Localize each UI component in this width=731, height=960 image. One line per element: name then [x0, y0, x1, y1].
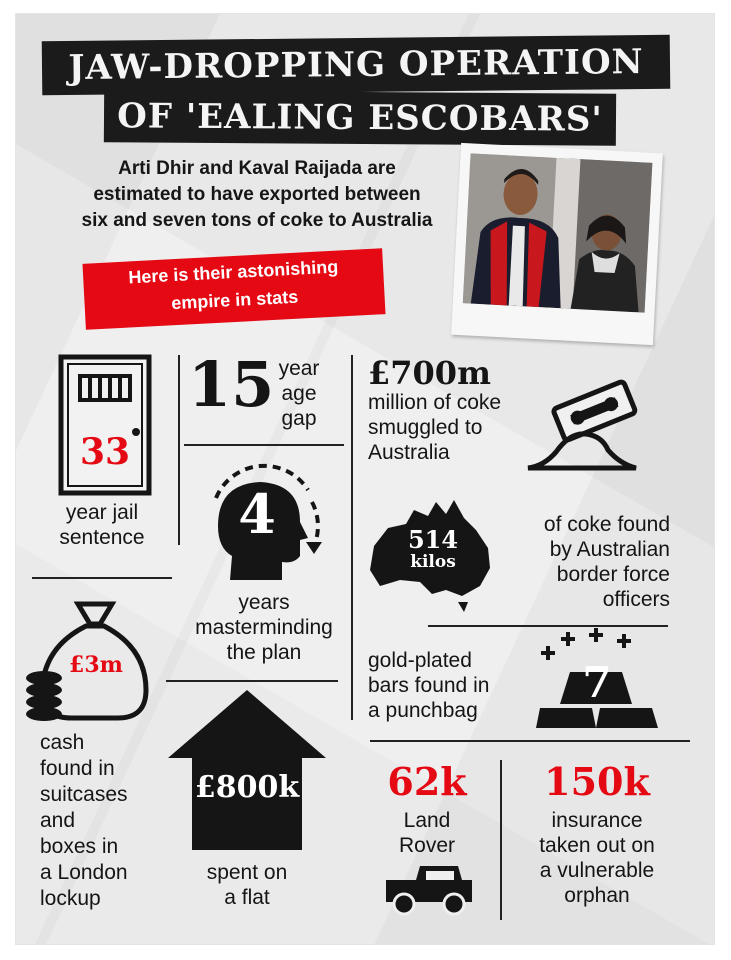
- kilos-label-line-2: by Australian: [549, 538, 670, 561]
- title-line-1: JAW-DROPPING OPERATION: [42, 35, 671, 96]
- cash-label-line-2: found in: [40, 757, 115, 780]
- insurance-label-line-3: a vulnerable: [539, 859, 655, 882]
- coke-value-label-line-3: Australia: [368, 441, 450, 464]
- gold-value-display: 7: [582, 658, 612, 707]
- title-line-2: OF 'EALING ESCOBARS': [104, 90, 616, 146]
- age-gap-label-line-1: year: [278, 357, 320, 380]
- divider-vertical-bottom: [500, 760, 502, 920]
- kilos-label-line-4: officers: [602, 588, 670, 611]
- coke-value-label-line-2: smuggled to: [368, 416, 483, 439]
- gold-label-line-1: gold-plated: [368, 649, 472, 672]
- divider-horizontal-bottom: [370, 740, 690, 742]
- masterminding-label: [174, 590, 354, 665]
- jail-value: 33: [79, 431, 131, 473]
- land-rover-label-line-2: Rover: [398, 834, 456, 857]
- cash-label-line-4: and: [40, 809, 76, 832]
- cash-label-line-1: cash: [40, 731, 85, 754]
- cash-label-line-3: suitcases: [40, 783, 128, 806]
- insurance-value: 150k: [544, 759, 650, 804]
- defendants-photo: [463, 153, 653, 312]
- cash-label-line-5: boxes in: [40, 835, 119, 858]
- land-rover-value: 62k: [387, 759, 467, 804]
- kilos-label-line-3: border force: [556, 563, 670, 586]
- insurance-label: [510, 808, 684, 908]
- callout-line-1: Here is their astonishing: [127, 256, 339, 288]
- age-gap-label: [264, 356, 334, 431]
- divider-vertical-center: [351, 355, 353, 720]
- gold-label-line-3: a punchbag: [368, 699, 478, 722]
- insurance-label-line-1: insurance: [551, 809, 643, 832]
- insurance-label-line-2: taken out on: [539, 834, 655, 857]
- flat-label-line-2: a flat: [224, 886, 270, 909]
- jail-label-line-1: year jail: [65, 501, 139, 524]
- intro-line-3: six and seven tons of coke to Australia: [81, 210, 433, 231]
- land-rover-label: [370, 808, 484, 858]
- divider-horizontal-left: [32, 577, 172, 579]
- flat-value: £800k: [194, 770, 300, 805]
- masterminding-label-line-1: years: [238, 591, 290, 614]
- cash-label: [40, 730, 170, 912]
- flat-label: [176, 860, 318, 910]
- age-gap-value: 15: [188, 348, 275, 421]
- coke-value: £700m: [368, 354, 491, 392]
- cash-value: £3m: [69, 652, 123, 678]
- razor-blade-cocaine-icon: [524, 372, 640, 477]
- intro-text: [52, 156, 462, 234]
- divider-horizontal-right: [428, 625, 668, 627]
- age-gap-label-line-2: age: [281, 382, 317, 405]
- masterminding-value: 4: [238, 482, 276, 546]
- cash-label-line-6: a London: [40, 861, 128, 884]
- land-rover-icon: [382, 864, 476, 921]
- polaroid-photo: [451, 143, 663, 345]
- masterminding-label-line-3: the plan: [226, 641, 302, 664]
- prison-door-icon: [58, 354, 152, 501]
- kilos-label: [492, 512, 670, 612]
- coke-value-label-line-1: million of coke: [368, 391, 502, 414]
- coke-value-label: [368, 390, 548, 465]
- masterminding-label-line-2: masterminding: [195, 616, 333, 639]
- cash-label-line-7: lockup: [40, 887, 101, 910]
- kilos-unit: kilos: [410, 552, 456, 572]
- jail-label-line-2: sentence: [59, 526, 145, 549]
- photo-illustration: [463, 153, 653, 312]
- flat-label-line-1: spent on: [206, 861, 288, 884]
- divider-vertical-left: [178, 355, 180, 545]
- intro-line-1: Arti Dhir and Kaval Raijada are: [118, 158, 396, 179]
- gold-label: [368, 648, 538, 723]
- divider-horizontal-age: [184, 444, 344, 446]
- jail-label: [36, 500, 168, 550]
- land-rover-label-line-1: Land: [403, 809, 451, 832]
- kilos-label-line-1: of coke found: [543, 513, 670, 536]
- insurance-label-line-4: orphan: [564, 884, 630, 907]
- divider-horizontal-mid: [166, 680, 338, 682]
- callout-line-2: empire in stats: [170, 286, 299, 314]
- kilos-value: 514: [407, 525, 459, 554]
- gold-label-line-2: bars found in: [368, 674, 490, 697]
- intro-line-2: estimated to have exported between: [93, 184, 421, 205]
- age-gap-label-line-3: gap: [281, 407, 317, 430]
